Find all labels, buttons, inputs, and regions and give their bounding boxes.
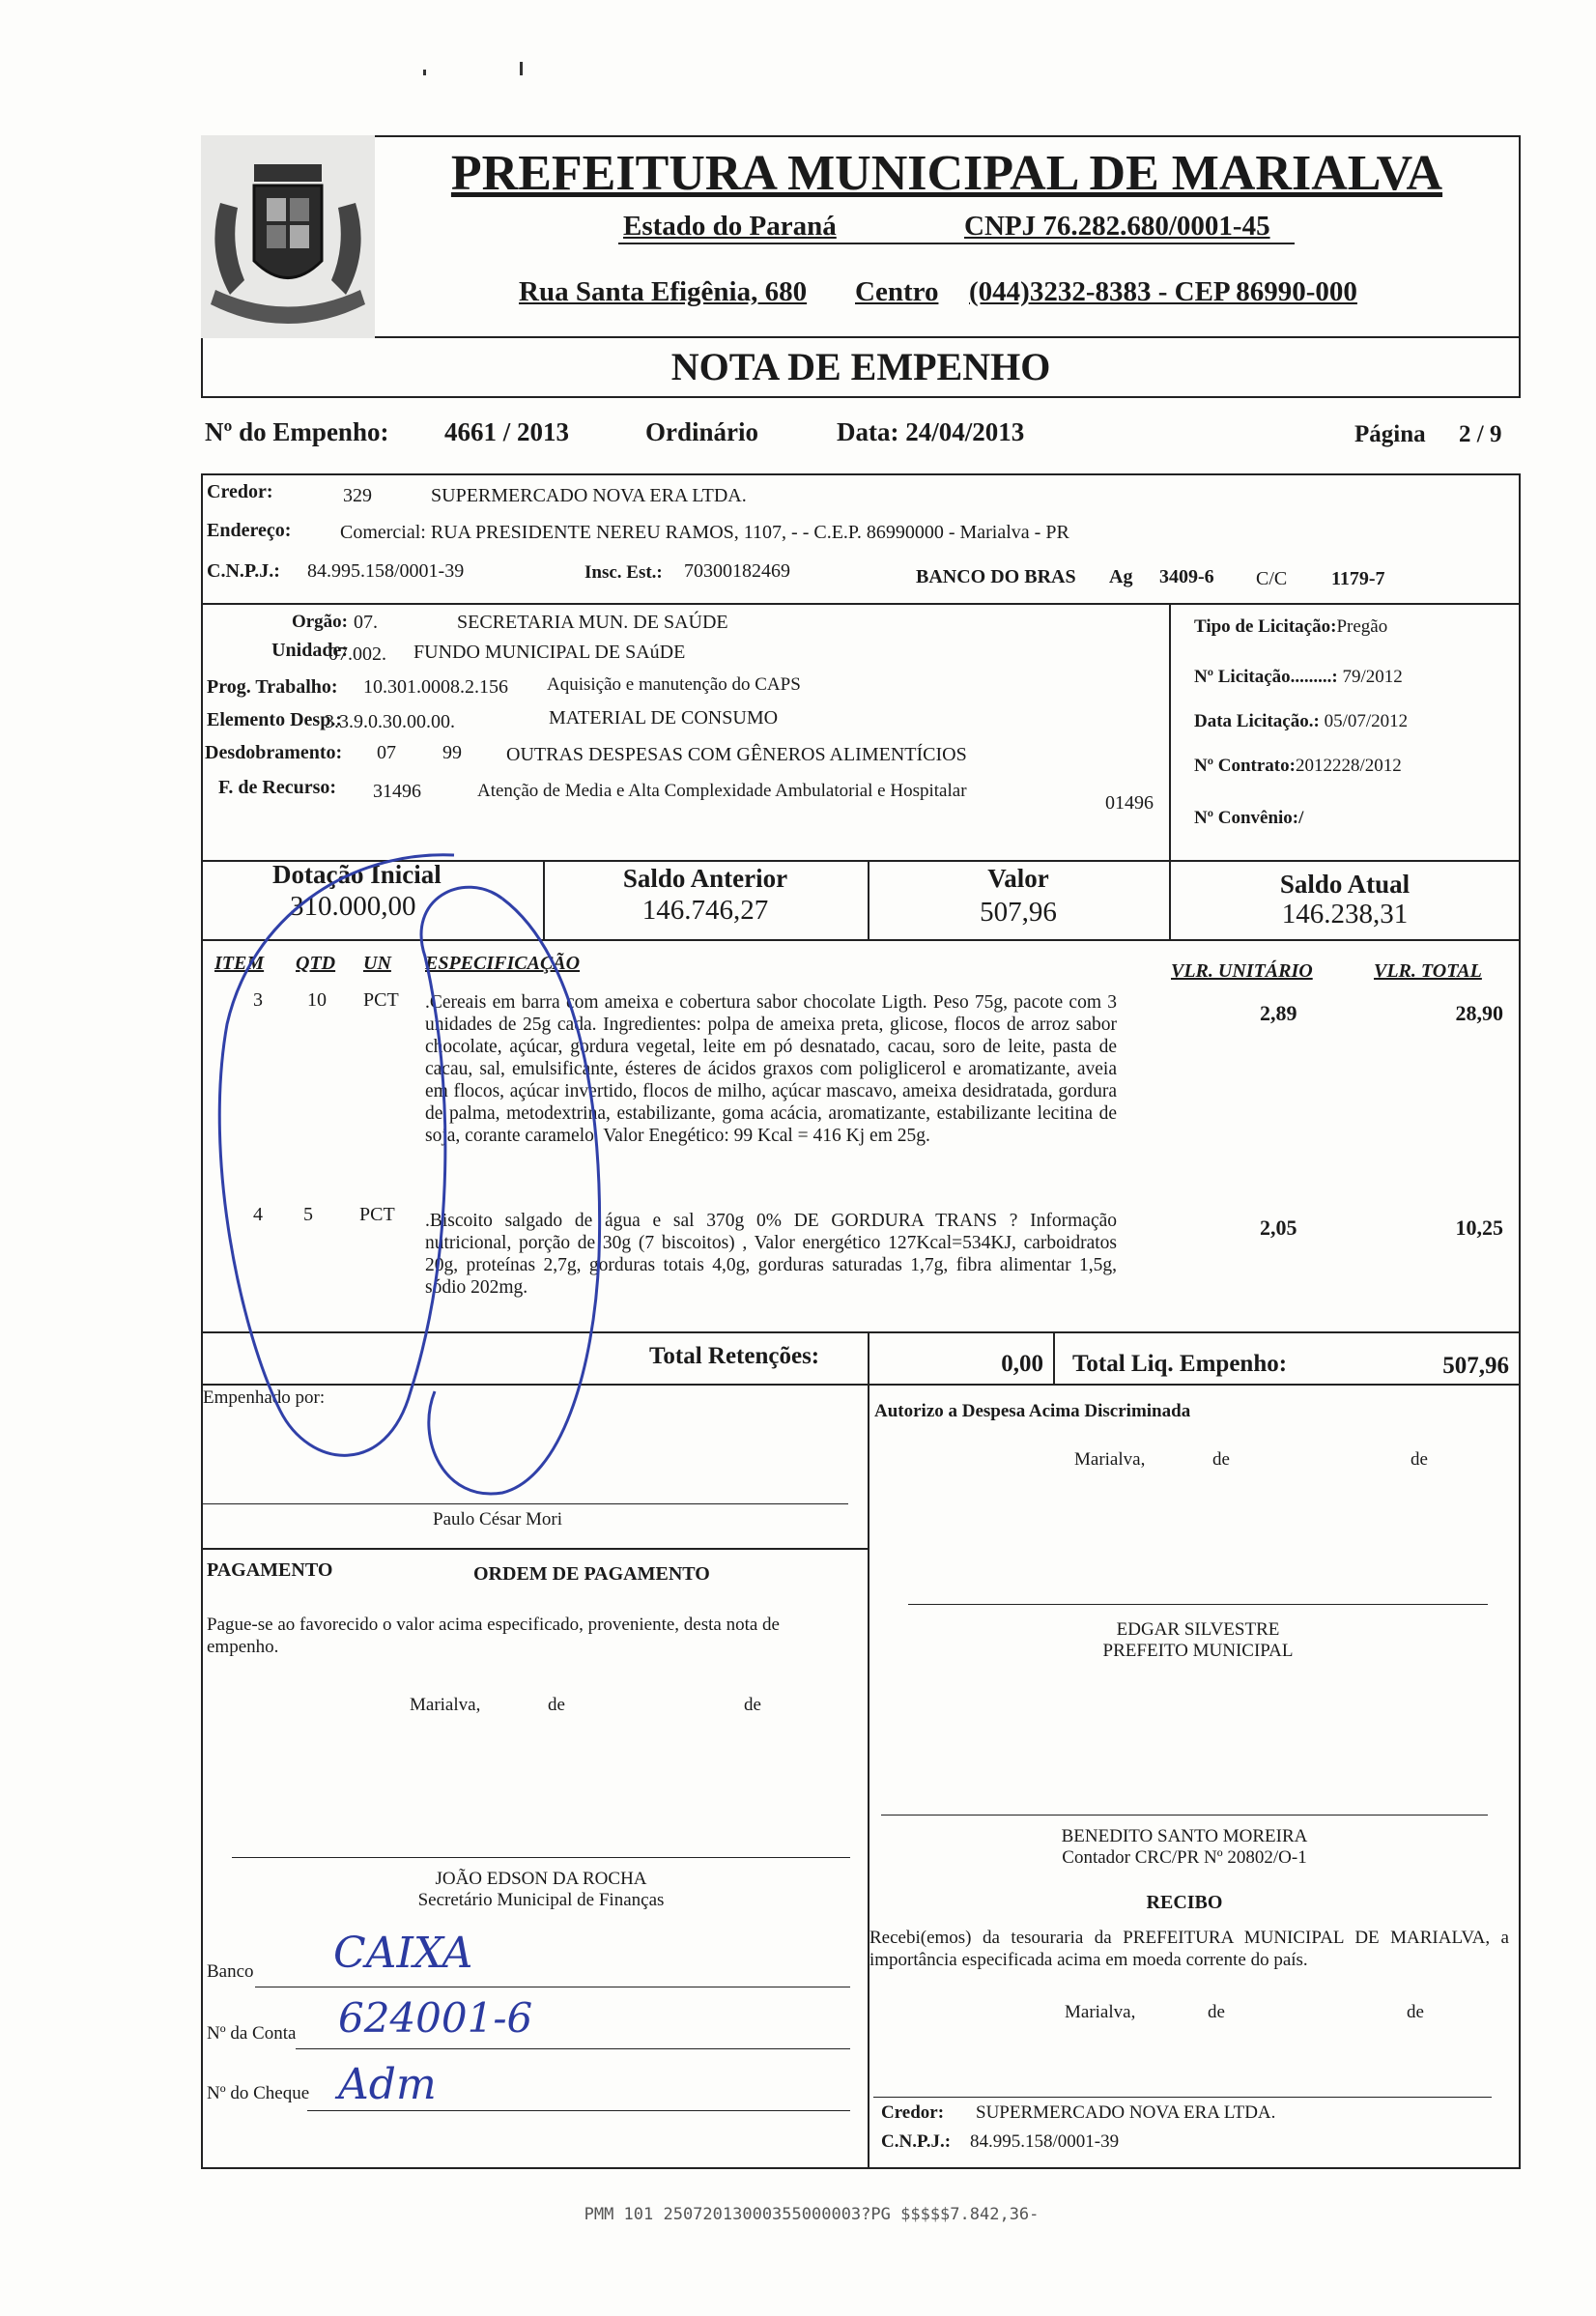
unidade-name: FUNDO MUNICIPAL DE SAúDE [413,642,686,663]
autorizo-local: Marialva, [1074,1449,1146,1470]
cheque-line [307,2110,850,2111]
contrato-label: Nº Contrato:2012228/2012 [1194,756,1402,776]
doc-title: NOTA DE EMPENHO [670,345,1051,388]
recibo-local: Marialva, [1065,2002,1136,2022]
scan-mark [423,70,426,75]
empenhado-sign-line [203,1503,848,1504]
pagamento-label: PAGAMENTO [207,1559,333,1581]
item-description: .Cereais em barra com ameixa e cobertura sabor chocolate Ligth. Peso 75g, pacote com 3 unidades de 25g cada. Ingredientes: polpa de ameixa preta, glicose, flocos de arroz sabor chocolate, açúcar, gordura vegetal, leite em pó desnatado, cacau, soro de leite, pasta de cacau, sal, emulsificante, ésteres de ácidos graxos com poliglicerol e aromatizante, aveia em flocos, açúcar invertido, flocos de milho, açúcar mascavo, ameixa desidratada, gordura de palma, metodextrina, estabilizante, goma acácia, aromatizante, estabilizante lecitina de soja, corante caramelo. Valor Enegético: 99 Kcal = 416 Kj em 25g. [425,992,1117,1146]
item-qtd: 5 [303,1204,313,1225]
elemento-code: 3.3.9.0.30.00.00. [325,711,455,732]
prog-code: 10.301.0008.2.156 [363,676,508,698]
cc-label: C/C [1256,568,1288,589]
col-vlr-total: VLR. TOTAL [1374,960,1482,982]
page-title: PREFEITURA MUNICIPAL DE MARIALVA [450,146,1443,201]
credor-cnpj: 84.995.158/0001-39 [307,560,465,582]
item-vlr-total: 10,25 [1455,1215,1503,1240]
unidade-label: Unidade: [271,640,348,661]
desdobramento-name: OUTRAS DESPESAS COM GÊNEROS ALIMENTÍCIOS [506,744,967,765]
retencoes-value: 0,00 [1001,1351,1043,1377]
valor-value: 507,96 [980,897,1057,928]
address-street: Rua Santa Efigênia, 680 [519,276,808,307]
page-number-label: Página [1354,421,1426,447]
ordem-pagamento-label: ORDEM DE PAGAMENTO [473,1563,710,1585]
totals-divider-2 [1053,1331,1055,1386]
unidade-code: 07.002. [328,643,386,665]
total-liq-label: Total Liq. Empenho: [1072,1351,1288,1377]
item-vlr-unit: 2,05 [1260,1215,1297,1240]
elemento-label: Elemento Desp.: [207,709,342,730]
recurso-name: Atenção de Media e Alta Complexidade Ambulatorial e Hospitalar [477,781,967,801]
item-number: 4 [253,1204,263,1225]
empenho-date: Data: 24/04/2013 [837,417,1025,446]
tipo-licitacao: Pregão [1336,616,1388,637]
col-vlr-unitario: VLR. UNITÁRIO [1171,960,1313,982]
saldo-atual-value: 146.238,31 [1281,899,1409,929]
recibo-de-1: de [1208,2002,1225,2022]
col-especificacao: ESPECIFICAÇÃO [425,953,581,974]
state-label: Estado do Paraná [623,211,837,242]
page-number: 2 / 9 [1459,421,1502,447]
recibo-cnpj-label: C.N.P.J.: [881,2131,952,2152]
recibo-sign-line [873,2097,1492,2098]
cheque-label: Nº do Cheque [207,2083,310,2103]
orgao-name: SECRETARIA MUN. DE SAÚDE [457,612,728,633]
totals-divider-1 [868,1331,869,1386]
saldo-atual-label: Saldo Atual [1279,870,1411,899]
data-licitacao: 05/07/2012 [1324,711,1409,731]
coat-of-arms-logo [201,135,375,338]
ag-label: Ag [1109,566,1133,587]
empenho-type: Ordinário [645,417,759,446]
pagamento-local: Marialva, [410,1695,481,1715]
total-liq-value: 507,96 [1442,1353,1509,1379]
cc-value: 1179-7 [1331,568,1385,589]
prefeito-cargo: PREFEITO MUNICIPAL [1102,1641,1294,1661]
credor-name: SUPERMERCADO NOVA ERA LTDA. [431,485,747,506]
recibo-credor-label: Credor: [881,2102,945,2123]
prefeito-name: EDGAR SILVESTRE [1116,1619,1280,1640]
pagamento-de-2: de [744,1695,761,1715]
contador-cargo: Contador CRC/PR Nº 20802/O-1 [1062,1847,1307,1868]
pague-text: Pague-se ao favorecido o valor acima especificado, proveniente, desta nota de empenho. [207,1615,780,1657]
insc-value: 70300182469 [684,560,790,582]
retencoes-label: Total Retenções: [649,1343,820,1369]
empenho-number-label: Nº do Empenho: [205,417,389,446]
item-un: PCT [363,989,399,1011]
contador-sign-line [881,1815,1488,1816]
endereco-label: Endereço: [207,520,292,541]
secretario-name: JOÃO EDSON DA ROCHA [435,1869,647,1889]
recibo-label: RECIBO [1146,1892,1223,1913]
saldo-anterior-value: 146.746,27 [641,895,769,926]
conta-line [296,2048,850,2049]
totals-box [201,1331,1521,1386]
signature-divider [868,1384,869,2169]
convenio-label: Nº Convênio:/ [1194,808,1304,828]
empenhado-name: Paulo César Mori [433,1509,563,1530]
desdobramento-b: 99 [442,742,462,763]
saldo-anterior-label: Saldo Anterior [622,864,788,893]
item-un: PCT [359,1204,395,1225]
credor-code: 329 [343,485,372,506]
pagamento-de-1: de [548,1695,565,1715]
header-underline [618,243,1295,244]
banco-label: Banco [207,1961,254,1982]
desdobramento-a: 07 [377,742,396,763]
col-item: ITEM [214,953,265,974]
contador-name: BENEDITO SANTO MOREIRA [1061,1826,1308,1846]
endereco-value: Comercial: RUA PRESIDENTE NEREU RAMOS, 1107, - - C.E.P. 86990000 - Marialva - PR [340,522,1069,543]
banco-handwritten: CAIXA [333,1929,473,1978]
valor-label: Valor [987,864,1049,893]
prefeito-sign-line [908,1604,1488,1605]
address-district: Centro [855,276,939,307]
ag-value: 3409-6 [1159,566,1214,587]
recurso-label: F. de Recurso: [218,777,337,798]
item-description: .Biscoito salgado de água e sal 370g 0% DE GORDURA TRANS ? Informação nutricional, porção de 30g (7 biscoitos) , Valor energético 127Kcal=534KJ, carboidratos 20g, proteínas 2,7g, gorduras totais 4,0g, gorduras saturadas 1,7g, fibra alimentar 1,5g, sódio 202mg. [425,1211,1117,1298]
item-vlr-unit: 2,89 [1260,1001,1297,1025]
secretario-sign-line [232,1857,850,1858]
num-licitacao: 79/2012 [1342,667,1403,687]
contrato: 2012228/2012 [1295,756,1402,776]
conta-handwritten: 624001-6 [338,1994,533,2042]
item-number: 3 [253,989,263,1011]
col-qtd: QTD [296,953,336,974]
footer-stamp: PMM 101 25072013000355000003?PG $$$$$7.842,36- [584,2205,1040,2224]
data-licitacao-label: Data Licitação.: 05/07/2012 [1194,711,1409,731]
secretario-cargo: Secretário Municipal de Finanças [417,1890,665,1910]
address-phone-cep: (044)3232-8383 - CEP 86990-000 [969,276,1357,307]
prog-label: Prog. Trabalho: [207,676,338,698]
dotacao-divider [1169,603,1171,862]
bank-name: BANCO DO BRAS [916,566,1076,587]
col-un: UN [363,953,391,974]
recibo-cnpj: 84.995.158/0001-39 [970,2131,1120,2152]
dotacao-inicial-value: 310.000,00 [290,891,416,922]
recibo-de-2: de [1407,2002,1424,2022]
payment-separator [201,1548,868,1550]
empenhado-label: Empenhado por: [203,1387,326,1408]
cnpj-label: CNPJ 76.282.680/0001-45 [964,211,1270,242]
scan-mark [520,62,523,75]
recurso-number: 01496 [1105,792,1154,814]
autorizo-de-1: de [1212,1449,1230,1470]
recurso-code: 31496 [373,781,421,802]
autorizo-de-2: de [1411,1449,1428,1470]
credor-cnpj-label: C.N.P.J.: [207,560,280,582]
signature-box [201,1384,1521,2169]
orgao-code: 07. [354,612,378,633]
desdobramento-label: Desdobramento: [205,742,343,763]
recibo-credor-name: SUPERMERCADO NOVA ERA LTDA. [976,2102,1276,2123]
elemento-name: MATERIAL DE CONSUMO [549,707,779,729]
orgao-label: Orgão: [291,612,348,632]
credor-label: Credor: [207,481,273,502]
insc-label: Insc. Est.: [584,562,663,583]
prog-name: Aquisição e manutenção do CAPS [547,674,801,695]
autorizo-label: Autorizo a Despesa Acima Discriminada [874,1401,1191,1421]
item-qtd: 10 [307,989,327,1011]
empenho-number: 4661 / 2013 [444,417,570,446]
conta-label: Nº da Conta [207,2023,297,2044]
tipo-licitacao-label: Tipo de Licitação:Pregão [1194,616,1388,637]
item-vlr-total: 28,90 [1455,1001,1503,1025]
cheque-handwritten: Adm [338,2060,437,2109]
num-licitacao-label: Nº Licitação.........: 79/2012 [1194,667,1403,687]
dotacao-inicial-label: Dotação Inicial [272,860,442,889]
recibo-text: Recebi(emos) da tesouraria da PREFEITURA MUNICIPAL DE MARIALVA, a importância especificada acima em moeda corrente do país. [869,1928,1509,1970]
